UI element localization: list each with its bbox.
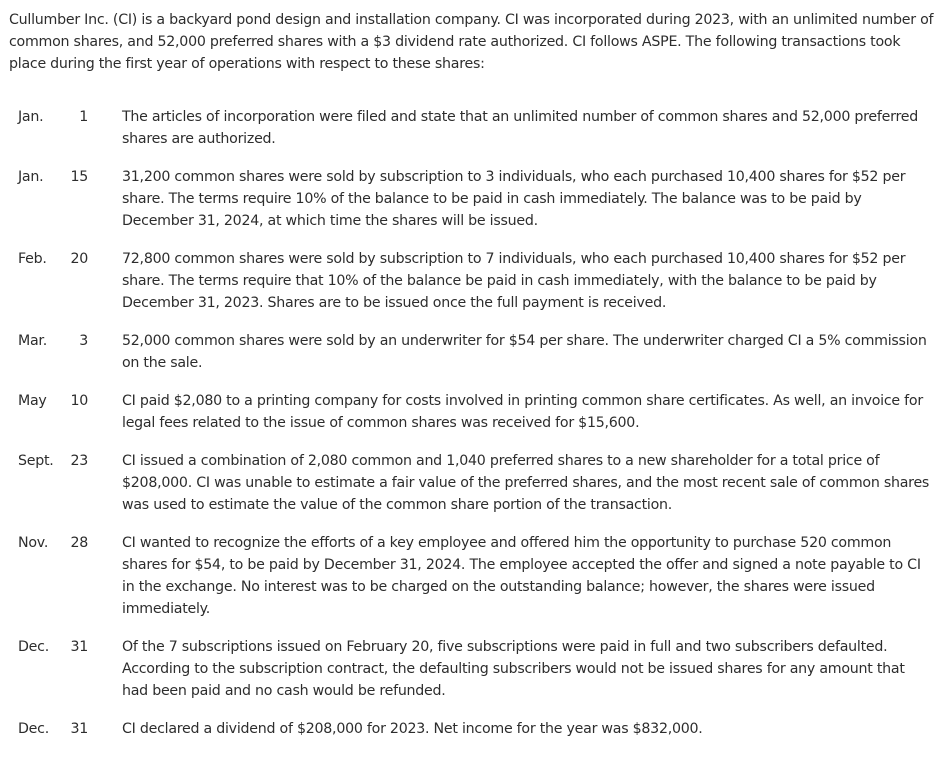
transaction-day: 28 bbox=[70, 535, 88, 551]
transaction-day: 10 bbox=[70, 393, 88, 409]
transaction-row bbox=[0, 636, 950, 702]
transaction-day: 31 bbox=[70, 639, 88, 655]
transaction-list bbox=[0, 106, 950, 756]
transaction-month: Mar. bbox=[18, 333, 47, 349]
transaction-row bbox=[0, 106, 950, 150]
transaction-description: CI issued a combination of 2,080 common and 1,040 preferred shares to a new shareholder for a total price of $208,000. CI was unable to estimate a fair value of the preferred shares, and the most recent sale of common shares was used to estimate the value of the common share portion of the transaction. bbox=[122, 453, 930, 513]
transaction-description: 72,800 common shares were sold by subscription to 7 individuals, who each purchased 10,400 shares for $52 per share. The terms require that 10% of the balance be paid in cash immediately, with the balance to be paid by December 31, 2023. Shares are to be issued once the full payment is received. bbox=[122, 251, 906, 311]
problem-intro: Cullumber Inc. (CI) is a backyard pond design and installation company. CI was incorporated during 2023, with an unlimited number of common shares, and 52,000 preferred shares with a $3 dividend rate authorized. CI follows ASPE. The following transactions took place during the first year of operations with respect to these shares: bbox=[9, 12, 934, 72]
transaction-month: Jan. bbox=[18, 169, 44, 185]
transaction-month: Sept. bbox=[18, 453, 54, 469]
transaction-description: CI declared a dividend of $208,000 for 2023. Net income for the year was $832,000. bbox=[122, 721, 703, 737]
transaction-row bbox=[0, 532, 950, 620]
transaction-month: Dec. bbox=[18, 639, 49, 655]
transaction-month: Jan. bbox=[18, 109, 44, 125]
transaction-month: Dec. bbox=[18, 721, 49, 737]
transaction-row bbox=[0, 390, 950, 434]
transaction-row bbox=[0, 248, 950, 314]
transaction-month: Nov. bbox=[18, 535, 49, 551]
transaction-month: May bbox=[18, 393, 47, 409]
transaction-row bbox=[0, 718, 950, 740]
transaction-day: 31 bbox=[70, 721, 88, 737]
transaction-row bbox=[0, 166, 950, 232]
transaction-day: 23 bbox=[70, 453, 88, 469]
transaction-description: 31,200 common shares were sold by subscription to 3 individuals, who each purchased 10,400 shares for $52 per share. The terms require 10% of the balance to be paid in cash immediately. The balance was to be paid by December 31, 2024, at which time the shares will be issued. bbox=[122, 169, 906, 229]
transaction-description: CI wanted to recognize the efforts of a key employee and offered him the opportunity to purchase 520 common shares for $54, to be paid by December 31, 2024. The employee accepted the offer and signed a note payable to CI in the exchange. No interest was to be charged on the outstanding balance; however, the shares were issued immediately. bbox=[122, 535, 921, 617]
transaction-day: 1 bbox=[79, 109, 88, 125]
transaction-day: 15 bbox=[70, 169, 88, 185]
transaction-day: 3 bbox=[79, 333, 88, 349]
transaction-description: CI paid $2,080 to a printing company for costs involved in printing common share certificates. As well, an invoice for legal fees related to the issue of common shares was received for $15,600. bbox=[122, 393, 923, 431]
transaction-month: Feb. bbox=[18, 251, 47, 267]
transaction-description: The articles of incorporation were filed and state that an unlimited number of common shares and 52,000 preferred shares are authorized. bbox=[122, 109, 918, 147]
transaction-day: 20 bbox=[70, 251, 88, 267]
transaction-row bbox=[0, 450, 950, 516]
transaction-description: 52,000 common shares were sold by an underwriter for $54 per share. The underwriter charged CI a 5% commission on the sale. bbox=[122, 333, 927, 371]
transaction-description: Of the 7 subscriptions issued on February 20, five subscriptions were paid in full and two subscribers defaulted. According to the subscription contract, the defaulting subscribers would not be issued shares for any amount that had been paid and no cash would be refunded. bbox=[122, 639, 905, 699]
transaction-row bbox=[0, 330, 950, 374]
